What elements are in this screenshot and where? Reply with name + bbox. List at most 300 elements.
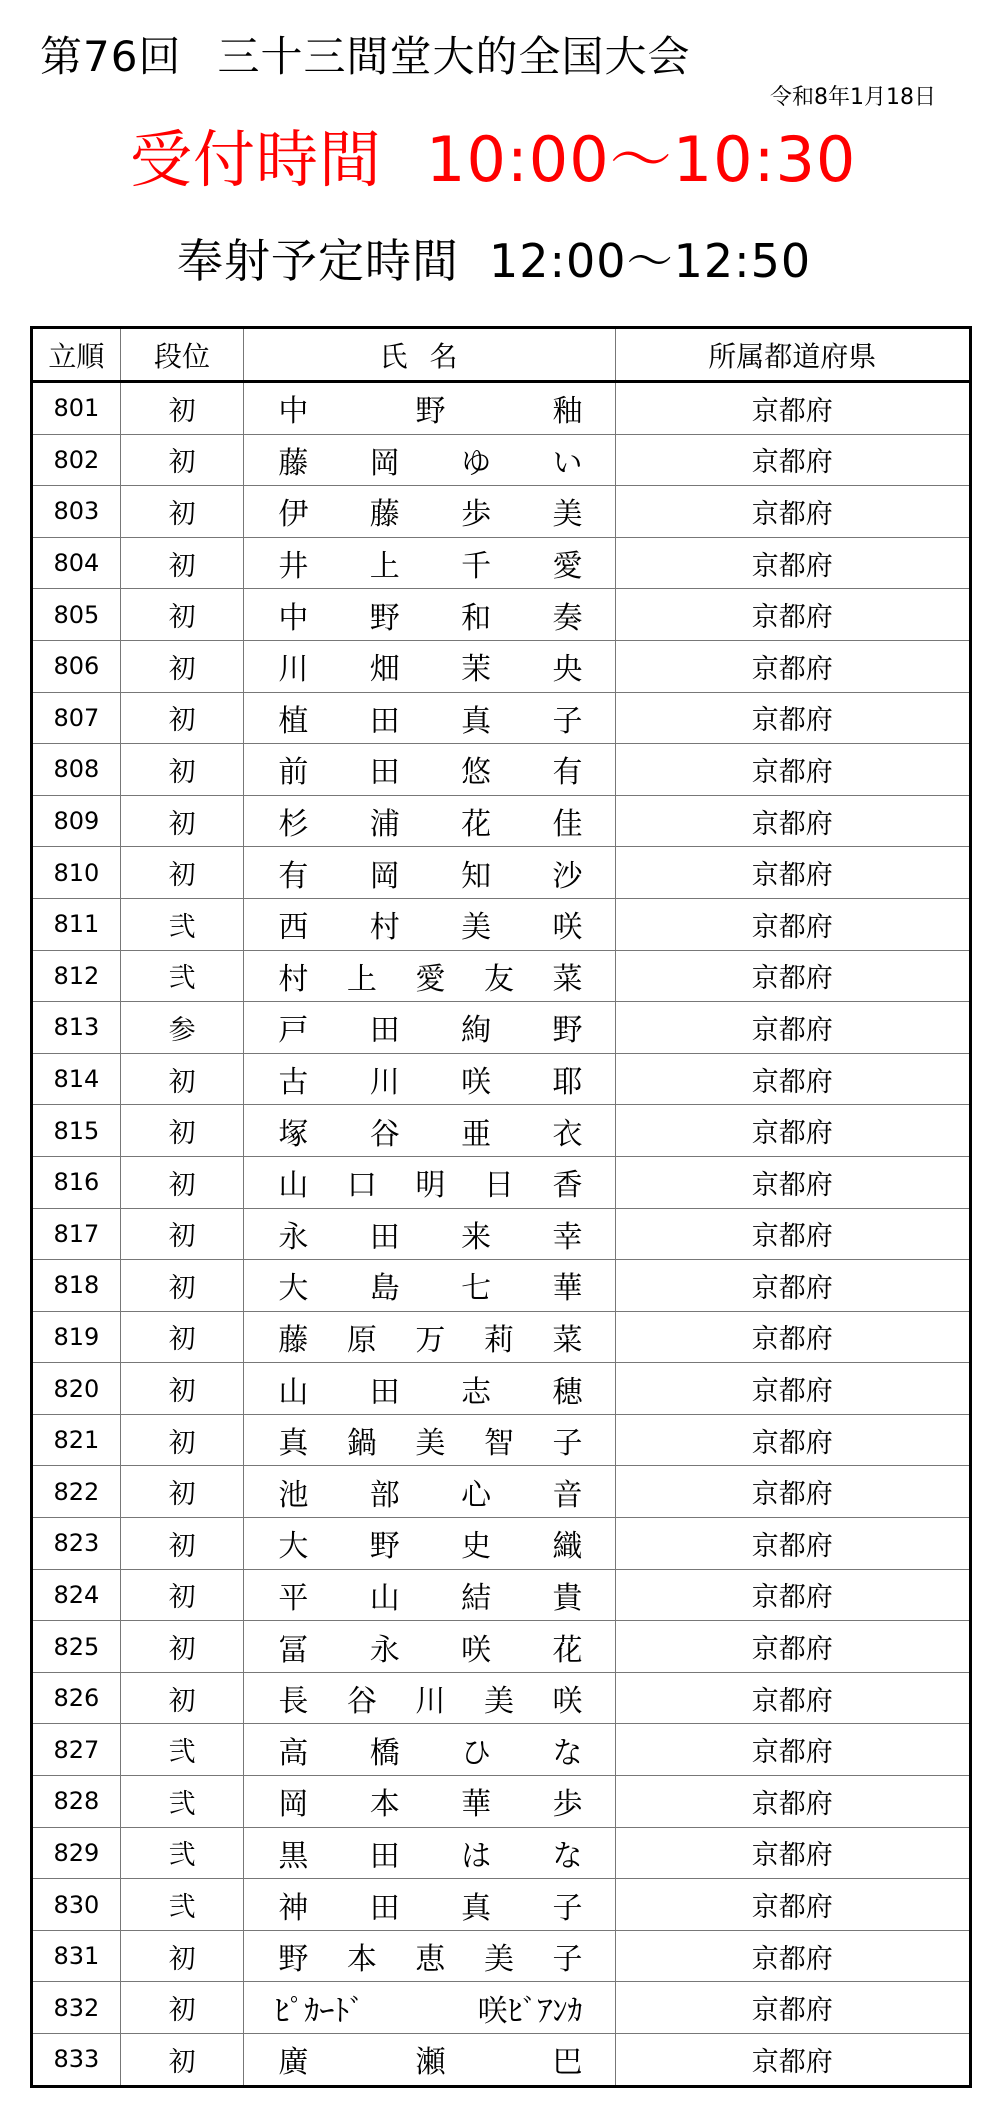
name-char: 杉	[278, 807, 309, 843]
name-char: 藤	[278, 1322, 309, 1358]
order-cell: 812	[32, 950, 121, 1002]
name-char: 智	[483, 1426, 514, 1462]
name-char: 千	[461, 549, 492, 585]
prefecture-cell: 京都府	[615, 434, 970, 486]
prefecture-cell: 京都府	[615, 1776, 970, 1828]
table-row	[32, 589, 971, 641]
name-char: 永	[278, 1219, 309, 1255]
name-char: 田	[369, 1374, 400, 1410]
name-cell	[244, 692, 615, 744]
rank-cell: 弐	[120, 1724, 244, 1776]
reception-time-line	[130, 110, 856, 199]
name-char: 知	[461, 858, 492, 894]
name-char: 藤	[369, 497, 400, 533]
rank-cell: 初	[120, 2034, 244, 2087]
name-cell	[244, 950, 615, 1002]
name-char: 川	[369, 1065, 400, 1101]
name-char: 冨	[278, 1632, 309, 1668]
name-char: 菜	[552, 1322, 583, 1358]
order-cell: 832	[32, 1982, 121, 2034]
table-row	[32, 1260, 971, 1312]
name-char: 華	[552, 1271, 583, 1307]
name-char: 村	[369, 910, 400, 946]
name-cell	[244, 1311, 615, 1363]
name-char: 大	[278, 1529, 309, 1565]
name-char: 本	[346, 1942, 377, 1978]
rank-cell: 参	[120, 1002, 244, 1054]
rank-cell: 初	[120, 640, 244, 692]
rank-cell: 初	[120, 1053, 244, 1105]
rank-cell: 初	[120, 1363, 244, 1415]
name-cell	[244, 1105, 615, 1157]
name-char: 織	[552, 1529, 583, 1565]
rank-cell: 初	[120, 1466, 244, 1518]
table-row	[32, 1466, 971, 1518]
name-char: 佳	[552, 807, 583, 843]
name-char: 咲	[461, 1632, 492, 1668]
order-cell: 830	[32, 1879, 121, 1931]
table-row	[32, 1105, 971, 1157]
name-char: 上	[346, 961, 377, 997]
name-cell	[244, 2034, 615, 2087]
name-char: 岡	[369, 858, 400, 894]
name-char: 茉	[461, 652, 492, 688]
prefecture-cell: 京都府	[615, 1930, 970, 1982]
table-row	[32, 795, 971, 847]
name-char: 黒	[278, 1838, 309, 1874]
name-char: 万	[415, 1322, 446, 1358]
rank-cell: 初	[120, 1156, 244, 1208]
prefecture-cell: 京都府	[615, 1724, 970, 1776]
prefecture-cell: 京都府	[615, 1053, 970, 1105]
name-char: 戸	[278, 1013, 309, 1049]
prefecture-cell: 京都府	[615, 1260, 970, 1312]
prefecture-cell: 京都府	[615, 2034, 970, 2087]
table-row	[32, 434, 971, 486]
order-cell: 818	[32, 1260, 121, 1312]
name-char: 川	[415, 1684, 446, 1720]
name-char: 美	[483, 1942, 514, 1978]
rank-cell: 初	[120, 1311, 244, 1363]
rank-cell: 初	[120, 744, 244, 796]
order-cell: 807	[32, 692, 121, 744]
name-char: 央	[552, 652, 583, 688]
prefecture-cell: 京都府	[615, 640, 970, 692]
prefecture-cell: 京都府	[615, 692, 970, 744]
prefecture-cell: 京都府	[615, 1002, 970, 1054]
order-cell: 823	[32, 1518, 121, 1570]
table-row	[32, 1982, 971, 2034]
order-cell: 801	[32, 382, 121, 435]
name-char: ﾋﾟｶｰﾄﾞ	[274, 1993, 365, 2029]
order-cell: 822	[32, 1466, 121, 1518]
header-name: 氏名	[244, 328, 615, 382]
name-cell	[244, 795, 615, 847]
order-cell: 813	[32, 1002, 121, 1054]
table-row	[32, 1414, 971, 1466]
order-cell: 827	[32, 1724, 121, 1776]
name-char: 高	[278, 1735, 309, 1771]
name-char: 日	[483, 1168, 514, 1204]
rank-cell: 初	[120, 1569, 244, 1621]
name-char: い	[552, 445, 583, 481]
table-row	[32, 382, 971, 435]
order-cell: 808	[32, 744, 121, 796]
name-char: 山	[278, 1374, 309, 1410]
rank-cell: 初	[120, 1621, 244, 1673]
prefecture-cell: 京都府	[615, 1466, 970, 1518]
order-cell: 814	[32, 1053, 121, 1105]
name-cell	[244, 434, 615, 486]
name-cell	[244, 1827, 615, 1879]
name-char: 恵	[415, 1942, 446, 1978]
prefecture-cell: 京都府	[615, 795, 970, 847]
name-char: 沙	[552, 858, 583, 894]
name-char: 岡	[369, 445, 400, 481]
order-cell: 806	[32, 640, 121, 692]
name-char: 田	[369, 703, 400, 739]
prefecture-cell: 京都府	[615, 1621, 970, 1673]
name-cell	[244, 1930, 615, 1982]
name-char: 野	[415, 394, 446, 430]
header-order: 立順	[32, 328, 121, 382]
table-row	[32, 1879, 971, 1931]
name-char: 神	[278, 1890, 309, 1926]
order-cell: 820	[32, 1363, 121, 1415]
name-char: 鍋	[346, 1426, 377, 1462]
name-char: 藤	[278, 445, 309, 481]
name-char: 衣	[552, 1116, 583, 1152]
shooting-label: 奉射予定時間	[177, 234, 459, 288]
name-char: 亜	[461, 1116, 492, 1152]
event-date: 令和8年1月18日	[770, 85, 936, 110]
name-cell	[244, 1208, 615, 1260]
prefecture-cell: 京都府	[615, 1363, 970, 1415]
order-cell: 815	[32, 1105, 121, 1157]
event-name: 三十三間堂大的全国大会	[217, 32, 691, 81]
table-row	[32, 1518, 971, 1570]
name-cell	[244, 1518, 615, 1570]
name-char: 植	[278, 703, 309, 739]
name-char: 絢	[461, 1013, 492, 1049]
name-char: 莉	[483, 1322, 514, 1358]
order-cell: 816	[32, 1156, 121, 1208]
edition-label: 第76回	[40, 32, 182, 81]
name-char: 谷	[346, 1684, 377, 1720]
table-row	[32, 847, 971, 899]
rank-cell: 弐	[120, 1827, 244, 1879]
name-cell	[244, 847, 615, 899]
name-char: 前	[278, 755, 309, 791]
name-char: 有	[552, 755, 583, 791]
shooting-time-line	[177, 225, 811, 291]
name-char: 結	[461, 1580, 492, 1616]
rank-cell: 初	[120, 434, 244, 486]
name-char: 部	[369, 1477, 400, 1513]
table-row	[32, 640, 971, 692]
table-row	[32, 1672, 971, 1724]
name-cell	[244, 1879, 615, 1931]
name-char: 山	[369, 1580, 400, 1616]
name-char: 真	[278, 1426, 309, 1462]
name-cell	[244, 1053, 615, 1105]
name-char: 古	[278, 1065, 309, 1101]
name-char: 浦	[369, 807, 400, 843]
order-cell: 809	[32, 795, 121, 847]
prefecture-cell: 京都府	[615, 1879, 970, 1931]
name-cell	[244, 1672, 615, 1724]
name-char: 貴	[552, 1580, 583, 1616]
rank-cell: 初	[120, 537, 244, 589]
name-char: 美	[415, 1426, 446, 1462]
name-char: 西	[278, 910, 309, 946]
prefecture-cell: 京都府	[615, 486, 970, 538]
prefecture-cell: 京都府	[615, 847, 970, 899]
order-cell: 831	[32, 1930, 121, 1982]
order-cell: 821	[32, 1414, 121, 1466]
name-cell	[244, 589, 615, 641]
prefecture-cell: 京都府	[615, 950, 970, 1002]
table-header-row	[32, 328, 971, 382]
name-cell	[244, 1569, 615, 1621]
name-cell	[244, 744, 615, 796]
name-cell	[244, 1002, 615, 1054]
rank-cell: 初	[120, 1260, 244, 1312]
name-char: 口	[346, 1168, 377, 1204]
rank-cell: 初	[120, 692, 244, 744]
rank-cell: 初	[120, 1672, 244, 1724]
rank-cell: 初	[120, 1518, 244, 1570]
prefecture-cell: 京都府	[615, 898, 970, 950]
name-char: 村	[278, 961, 309, 997]
order-cell: 817	[32, 1208, 121, 1260]
rank-cell: 初	[120, 795, 244, 847]
name-cell	[244, 382, 615, 435]
name-char: 美	[483, 1684, 514, 1720]
table-row	[32, 486, 971, 538]
rank-cell: 初	[120, 1982, 244, 2034]
prefecture-cell: 京都府	[615, 1414, 970, 1466]
name-char: 田	[369, 1838, 400, 1874]
name-char: 長	[278, 1684, 309, 1720]
name-char: 平	[278, 1580, 309, 1616]
name-char: 美	[552, 497, 583, 533]
table-row	[32, 1363, 971, 1415]
name-cell	[244, 1466, 615, 1518]
name-char: ひ	[461, 1735, 492, 1771]
table-row	[32, 1311, 971, 1363]
name-char: 永	[369, 1632, 400, 1668]
name-char: 香	[552, 1168, 583, 1204]
name-char: 七	[461, 1271, 492, 1307]
name-cell	[244, 1982, 615, 2034]
reception-label: 受付時間	[130, 123, 383, 196]
name-char: 中	[278, 600, 309, 636]
table-row	[32, 744, 971, 796]
prefecture-cell: 京都府	[615, 1982, 970, 2034]
rank-cell: 初	[120, 382, 244, 435]
name-char: 谷	[369, 1116, 400, 1152]
name-char: 原	[346, 1322, 377, 1358]
name-char: 愛	[552, 549, 583, 585]
name-char: 音	[552, 1477, 583, 1513]
prefecture-cell: 京都府	[615, 1672, 970, 1724]
name-char: 心	[461, 1477, 492, 1513]
name-char: 田	[369, 1890, 400, 1926]
reception-time: 10:00〜10:30	[426, 123, 857, 196]
name-char: 菜	[552, 961, 583, 997]
name-char: な	[552, 1735, 583, 1771]
name-char: 耶	[552, 1065, 583, 1101]
table-row	[32, 692, 971, 744]
prefecture-cell: 京都府	[615, 589, 970, 641]
name-cell	[244, 1156, 615, 1208]
table-row	[32, 2034, 971, 2087]
order-cell: 805	[32, 589, 121, 641]
name-char: 子	[552, 703, 583, 739]
name-cell	[244, 1776, 615, 1828]
name-char: 田	[369, 1219, 400, 1255]
name-cell	[244, 537, 615, 589]
table-row	[32, 1724, 971, 1776]
rank-cell: 初	[120, 1105, 244, 1157]
name-cell	[244, 1621, 615, 1673]
order-cell: 810	[32, 847, 121, 899]
rank-cell: 初	[120, 847, 244, 899]
name-char: 田	[369, 1013, 400, 1049]
name-char: 野	[552, 1013, 583, 1049]
header-rank: 段位	[120, 328, 244, 382]
prefecture-cell: 京都府	[615, 1156, 970, 1208]
name-char: 咲	[552, 1684, 583, 1720]
name-char: 史	[461, 1529, 492, 1565]
header-prefecture: 所属都道府県	[615, 328, 970, 382]
name-char: 咲ﾋﾞｱﾝｶ	[477, 1993, 583, 2029]
name-char: 歩	[461, 497, 492, 533]
prefecture-cell: 京都府	[615, 1105, 970, 1157]
order-cell: 811	[32, 898, 121, 950]
name-char: 島	[369, 1271, 400, 1307]
name-char: 本	[369, 1787, 400, 1823]
name-char: 山	[278, 1168, 309, 1204]
name-char: 岡	[278, 1787, 309, 1823]
name-char: 真	[461, 703, 492, 739]
prefecture-cell: 京都府	[615, 1518, 970, 1570]
rank-cell: 初	[120, 1930, 244, 1982]
order-cell: 828	[32, 1776, 121, 1828]
rank-cell: 初	[120, 589, 244, 641]
table-row	[32, 1930, 971, 1982]
rank-cell: 初	[120, 1208, 244, 1260]
name-char: 友	[483, 961, 514, 997]
name-char: 愛	[415, 961, 446, 997]
page-title	[40, 24, 690, 84]
name-char: 有	[278, 858, 309, 894]
name-char: 幸	[552, 1219, 583, 1255]
table-row	[32, 1156, 971, 1208]
name-char: 橋	[369, 1735, 400, 1771]
prefecture-cell: 京都府	[615, 1827, 970, 1879]
name-char: 奏	[552, 600, 583, 636]
name-char: 田	[369, 755, 400, 791]
name-char: 川	[278, 652, 309, 688]
name-char: ゆ	[461, 445, 492, 481]
name-char: 真	[461, 1890, 492, 1926]
name-char: な	[552, 1838, 583, 1874]
order-cell: 833	[32, 2034, 121, 2087]
prefecture-cell: 京都府	[615, 382, 970, 435]
table-row	[32, 950, 971, 1002]
rank-cell: 弐	[120, 950, 244, 1002]
rank-cell: 弐	[120, 898, 244, 950]
name-cell	[244, 1363, 615, 1415]
name-char: 野	[369, 1529, 400, 1565]
name-cell	[244, 1414, 615, 1466]
name-cell	[244, 1260, 615, 1312]
rank-cell: 弐	[120, 1879, 244, 1931]
name-char: 伊	[278, 497, 309, 533]
order-cell: 829	[32, 1827, 121, 1879]
name-char: 悠	[461, 755, 492, 791]
name-cell	[244, 898, 615, 950]
table-row	[32, 1208, 971, 1260]
prefecture-cell: 京都府	[615, 537, 970, 589]
name-char: 明	[415, 1168, 446, 1204]
order-cell: 826	[32, 1672, 121, 1724]
name-char: 子	[552, 1890, 583, 1926]
table-row	[32, 1569, 971, 1621]
table-row	[32, 1002, 971, 1054]
name-char: 上	[369, 549, 400, 585]
name-char: 穂	[552, 1374, 583, 1410]
name-char: 塚	[278, 1116, 309, 1152]
name-char: 来	[461, 1219, 492, 1255]
table-row	[32, 1776, 971, 1828]
name-char: 瀬	[415, 2045, 446, 2081]
shooting-time: 12:00〜12:50	[489, 234, 812, 288]
order-cell: 804	[32, 537, 121, 589]
prefecture-cell: 京都府	[615, 1311, 970, 1363]
order-cell: 802	[32, 434, 121, 486]
prefecture-cell: 京都府	[615, 1569, 970, 1621]
table-row	[32, 1053, 971, 1105]
rank-cell: 弐	[120, 1776, 244, 1828]
name-char: 畑	[369, 652, 400, 688]
table-row	[32, 1827, 971, 1879]
name-char: 咲	[461, 1065, 492, 1101]
name-char: 釉	[552, 394, 583, 430]
name-char: 咲	[552, 910, 583, 946]
prefecture-cell: 京都府	[615, 1208, 970, 1260]
table-row	[32, 1621, 971, 1673]
roster-body	[32, 382, 971, 2087]
order-cell: 819	[32, 1311, 121, 1363]
name-char: 花	[552, 1632, 583, 1668]
name-char: 子	[552, 1942, 583, 1978]
name-cell	[244, 486, 615, 538]
name-char: 華	[461, 1787, 492, 1823]
name-char: 巴	[552, 2045, 583, 2081]
name-char: 野	[278, 1942, 309, 1978]
name-char: 和	[461, 600, 492, 636]
table-row	[32, 537, 971, 589]
table-row	[32, 898, 971, 950]
roster-table	[30, 326, 972, 2088]
name-char: 大	[278, 1271, 309, 1307]
order-cell: 803	[32, 486, 121, 538]
name-char: 子	[552, 1426, 583, 1462]
rank-cell: 初	[120, 486, 244, 538]
